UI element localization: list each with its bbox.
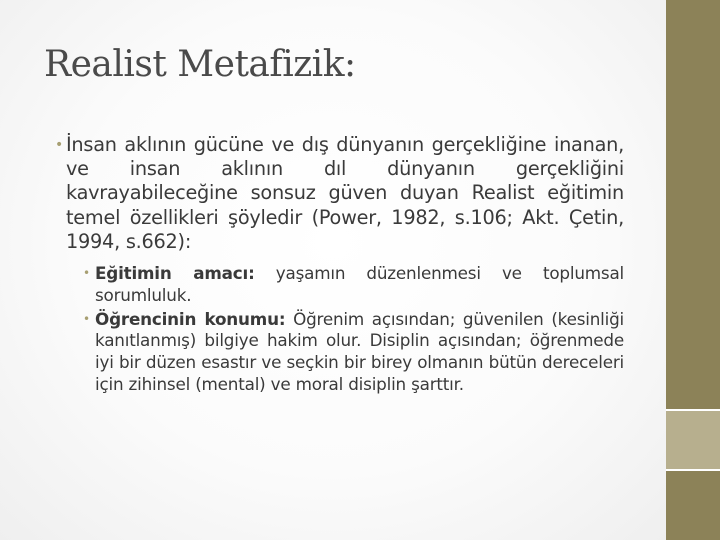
main-bullet — [56, 133, 624, 254]
sub-bullet-term: Eğitimin amacı: — [95, 263, 255, 284]
decorative-side-strip — [666, 0, 720, 540]
sub-bullet-list — [56, 263, 624, 396]
main-bullet-text: İnsan aklının gücüne ve dış dünyanın gerçekliğine inanan, ve insan aklının dıl dünyanın gerçekliğini kavrayabileceğine sonsuz güven duyan Realist eğitimin temel özellikleri şöyledir (Power, 1982, s.106; Akt. Çetin, 1994, s.662): — [66, 133, 624, 253]
sub-bullet — [83, 263, 624, 307]
side-strip-highlight-segment — [666, 411, 720, 469]
sub-bullet-text: Öğrenim açısından; güvenilen (kesinliği kanıtlanmış) bilgiye hakim olur. Disiplin açısından; öğrenmede iyi bir düzen esastır ve seçkin bir birey olmanın bütün dereceleri için zihinsel (mental) ve moral disiplin şarttır. — [95, 308, 624, 394]
sub-bullet-term: Öğrencinin konumu: — [95, 308, 286, 329]
side-strip-bottom-segment — [666, 471, 720, 540]
slide-title: Realist Metafizik: — [44, 44, 356, 85]
side-strip-top-segment — [666, 0, 720, 409]
slide-content — [56, 133, 624, 396]
bullet-dot-icon: • — [83, 311, 90, 326]
bullet-dot-icon: • — [83, 266, 90, 281]
bullet-dot-icon: • — [55, 137, 64, 153]
sub-bullet-text: yaşamın düzenlenmesi ve toplumsal sorumluluk. — [95, 263, 624, 305]
sub-bullet — [83, 308, 624, 396]
